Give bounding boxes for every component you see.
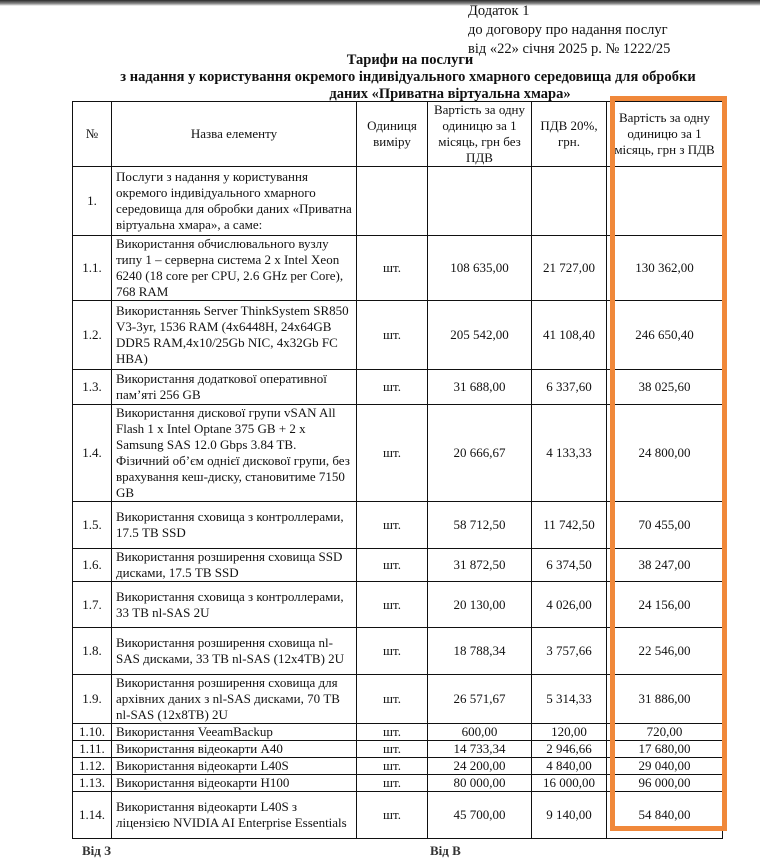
row-name: Використання відеокарти A40 <box>112 741 357 758</box>
row-number: 1. <box>73 167 112 236</box>
row-name: Використання сховища з контроллерами, 17.5 TB SSD <box>112 502 357 549</box>
row-price-no-vat: 26 571,67 <box>428 675 532 724</box>
row-unit: шт. <box>357 775 428 792</box>
row-number: 1.1. <box>73 236 112 301</box>
row-unit: шт. <box>357 370 428 405</box>
document-subtitle-line-1: з надання у користування окремого індивідуального хмарного середовища для обробки <box>120 69 696 85</box>
row-name: Використання відеокарти L40S <box>112 758 357 775</box>
row-unit: шт. <box>357 675 428 724</box>
row-vat: 4 133,33 <box>532 405 607 502</box>
document-title: Тарифи на послуги <box>346 52 474 68</box>
header-name: Назва елементу <box>112 102 357 167</box>
row-unit: шт. <box>357 236 428 301</box>
footer-left-signature: Від З <box>82 843 111 858</box>
row-price-with-vat: 31 886,00 <box>607 675 723 724</box>
row-unit: шт. <box>357 301 428 370</box>
row-unit: шт. <box>357 405 428 502</box>
row-name: Використання VeeamBackup <box>112 724 357 741</box>
row-number: 1.3. <box>73 370 112 405</box>
row-vat: 9 140,00 <box>532 792 607 839</box>
row-name: Використання дискової групи vSAN All Flash 1 x Intel Optane 375 GB + 2 x Samsung SAS 12.0 Gbps 3.84 TB. Фізичний об’єм однієї дискової групи, без врахування кеш-диску, становитиме 7150 GB <box>112 405 357 502</box>
row-price-with-vat: 38 025,60 <box>607 370 723 405</box>
row-name: Використання обчислювального вузлу типу 1 – серверна система 2 x Intel Xeon 6240 (18 core per CPU, 2.6 GHz per Core), 768 RAM <box>112 236 357 301</box>
row-price-no-vat: 80 000,00 <box>428 775 532 792</box>
row-vat: 6 374,50 <box>532 549 607 582</box>
row-price-no-vat: 31 872,50 <box>428 549 532 582</box>
row-unit: шт. <box>357 724 428 741</box>
row-unit <box>357 167 428 236</box>
appendix-line-3: від «22» січня 2025 р. № 1222/25 <box>468 41 671 57</box>
row-number: 1.5. <box>73 502 112 549</box>
header-price: Вартість за одну одиницю за 1 місяць, грн без ПДВ <box>428 102 532 167</box>
row-price-no-vat: 18 788,34 <box>428 628 532 675</box>
row-unit: шт. <box>357 792 428 839</box>
appendix-line-2: до договору про надання послуг <box>468 22 668 38</box>
row-unit: шт. <box>357 758 428 775</box>
header-vat: ПДВ 20%, грн. <box>532 102 607 167</box>
row-unit: шт. <box>357 502 428 549</box>
row-number: 1.13. <box>73 775 112 792</box>
row-name: Використання розширення сховища SSD дисками, 17.5 TB SSD <box>112 549 357 582</box>
row-number: 1.14. <box>73 792 112 839</box>
row-name: Використання розширення сховища для архівних даних з nl-SAS дисками, 70 TB nl-SAS (12x8TB) 2U <box>112 675 357 724</box>
row-price-with-vat: 96 000,00 <box>607 775 723 792</box>
row-name: Послуги з надання у користування окремого індивідуального хмарного середовища для обробки даних «Приватна віртуальна хмара», а саме: <box>112 167 357 236</box>
row-price-no-vat: 58 712,50 <box>428 502 532 549</box>
row-number: 1.12. <box>73 758 112 775</box>
row-name: Використання сховища з контроллерами, 33 TB nl-SAS 2U <box>112 582 357 628</box>
row-price-no-vat: 20 130,00 <box>428 582 532 628</box>
row-price-no-vat: 31 688,00 <box>428 370 532 405</box>
row-vat: 4 026,00 <box>532 582 607 628</box>
row-name: Використання додаткової оперативної пам’яті 256 GB <box>112 370 357 405</box>
row-number: 1.11. <box>73 741 112 758</box>
highlight-box <box>610 96 727 831</box>
header-unit: Одиниця виміру <box>357 102 428 167</box>
row-number: 1.7. <box>73 582 112 628</box>
row-vat: 16 000,00 <box>532 775 607 792</box>
header-num: № <box>73 102 112 167</box>
row-vat <box>532 167 607 236</box>
row-price-no-vat: 600,00 <box>428 724 532 741</box>
row-price-with-vat: 720,00 <box>607 724 723 741</box>
row-vat: 2 946,66 <box>532 741 607 758</box>
row-name: Використання розширення сховища nl-SAS дисками, 33 TB nl-SAS (12x4TB) 2U <box>112 628 357 675</box>
row-name: Використанняь Server ThinkSystem SR850 V3-3yr, 1536 RAM (4x6448H, 24x64GB DDR5 RAM,4x10/25Gb NIC, 4x32Gb FC HBA) <box>112 301 357 370</box>
row-number: 1.8. <box>73 628 112 675</box>
row-price-with-vat: 70 455,00 <box>607 502 723 549</box>
appendix-header <box>468 2 670 59</box>
row-price-no-vat: 24 200,00 <box>428 758 532 775</box>
row-number: 1.9. <box>73 675 112 724</box>
row-vat: 4 840,00 <box>532 758 607 775</box>
row-price-no-vat: 45 700,00 <box>428 792 532 839</box>
row-price-with-vat: 130 362,00 <box>607 236 723 301</box>
row-price-with-vat: 29 040,00 <box>607 758 723 775</box>
row-number: 1.6. <box>73 549 112 582</box>
row-price-no-vat: 108 635,00 <box>428 236 532 301</box>
row-price-no-vat: 14 733,34 <box>428 741 532 758</box>
row-vat: 5 314,33 <box>532 675 607 724</box>
row-price-with-vat: 54 840,00 <box>607 792 723 839</box>
row-vat: 6 337,60 <box>532 370 607 405</box>
row-unit: шт. <box>357 628 428 675</box>
document-subtitle-line-2: даних «Приватна віртуальна хмара» <box>329 86 571 102</box>
row-name: Використання відеокарти H100 <box>112 775 357 792</box>
row-price-with-vat: 24 800,00 <box>607 405 723 502</box>
row-price-no-vat: 205 542,00 <box>428 301 532 370</box>
row-price-with-vat: 17 680,00 <box>607 741 723 758</box>
row-price-with-vat: 24 156,00 <box>607 582 723 628</box>
row-unit: шт. <box>357 582 428 628</box>
row-price-with-vat: 38 247,00 <box>607 549 723 582</box>
row-price-no-vat: 20 666,67 <box>428 405 532 502</box>
row-price-with-vat: 246 650,40 <box>607 301 723 370</box>
header-total: Вартість за одну одиницю за 1 місяць, грн з ПДВ <box>607 102 723 167</box>
row-number: 1.4. <box>73 405 112 502</box>
row-name: Використання відеокарти L40S з ліцензією NVIDIA AI Enterprise Essentials <box>112 792 357 839</box>
row-number: 1.2. <box>73 301 112 370</box>
row-unit: шт. <box>357 549 428 582</box>
row-number: 1.10. <box>73 724 112 741</box>
row-vat: 3 757,66 <box>532 628 607 675</box>
row-price-no-vat <box>428 167 532 236</box>
footer-right-signature: Від В <box>430 843 461 858</box>
appendix-line-1: Додаток 1 <box>468 3 530 19</box>
row-unit: шт. <box>357 741 428 758</box>
row-vat: 41 108,40 <box>532 301 607 370</box>
row-price-with-vat: 22 546,00 <box>607 628 723 675</box>
row-vat: 11 742,50 <box>532 502 607 549</box>
row-vat: 21 727,00 <box>532 236 607 301</box>
row-vat: 120,00 <box>532 724 607 741</box>
